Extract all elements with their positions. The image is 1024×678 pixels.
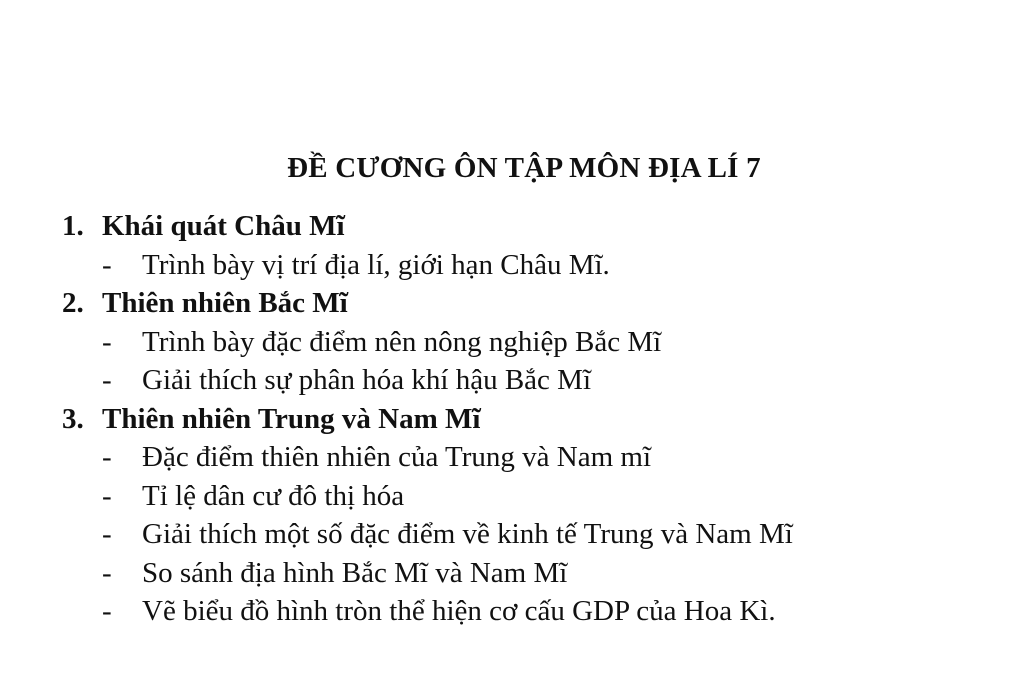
- section-number: 2.: [62, 287, 84, 319]
- bullet-dash: -: [102, 556, 112, 589]
- section-number: 1.: [62, 210, 84, 242]
- list-item: [62, 323, 1002, 362]
- bullet-dash: -: [102, 479, 112, 512]
- bullet-dash: -: [102, 518, 112, 550]
- section-title: Thiên nhiên Bắc Mĩ: [102, 287, 348, 319]
- list-item: [62, 515, 1002, 554]
- outline-list: [62, 207, 1002, 631]
- list-item-text: So sánh địa hình Bắc Mĩ và Nam Mĩ: [142, 556, 568, 589]
- list-item: [62, 246, 1002, 285]
- bullet-dash: -: [102, 364, 112, 396]
- list-item-text: Vẽ biểu đồ hình tròn thể hiện cơ cấu GDP của Hoa Kì.: [142, 595, 776, 627]
- list-item-text: Đặc điểm thiên nhiên của Trung và Nam mĩ: [142, 441, 652, 473]
- section-heading: [62, 207, 1002, 246]
- section-heading: [62, 284, 1002, 323]
- bullet-dash: -: [102, 441, 112, 473]
- section-number: 3.: [62, 402, 84, 435]
- bullet-dash: -: [102, 595, 112, 627]
- list-item-text: Trình bày đặc điểm nên nông nghiệp Bắc Mĩ: [142, 325, 662, 358]
- list-item-text: Trình bày vị trí địa lí, giới hạn Châu Mĩ.: [142, 248, 610, 281]
- section-title: Khái quát Châu Mĩ: [102, 210, 345, 242]
- list-item: [62, 361, 1002, 400]
- list-item: [62, 592, 1002, 631]
- list-item: [62, 438, 1002, 477]
- list-item-text: Tỉ lệ dân cư đô thị hóa: [142, 479, 405, 512]
- document-title: ĐỀ CƯƠNG ÔN TẬP MÔN ĐỊA LÍ 7: [287, 152, 761, 184]
- list-item: [62, 477, 1002, 516]
- bullet-dash: -: [102, 248, 112, 281]
- list-item-text: Giải thích một số đặc điểm về kinh tế Trung và Nam Mĩ: [142, 518, 793, 550]
- list-item: [62, 554, 1002, 593]
- list-item-text: Giải thích sự phân hóa khí hậu Bắc Mĩ: [142, 364, 592, 396]
- bullet-dash: -: [102, 325, 112, 358]
- section-heading: [62, 400, 1002, 439]
- section-title: Thiên nhiên Trung và Nam Mĩ: [102, 402, 481, 435]
